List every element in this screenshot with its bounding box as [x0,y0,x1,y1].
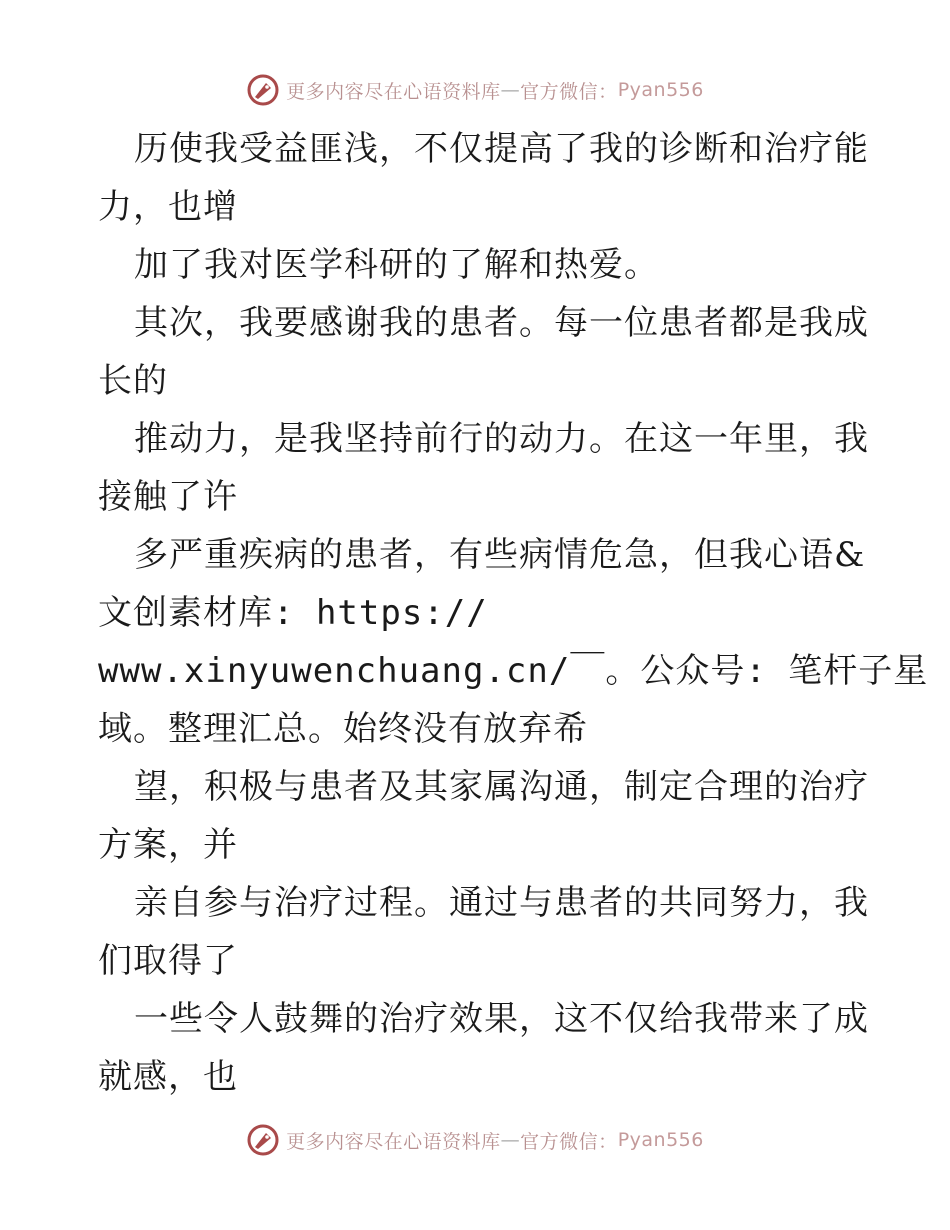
body-line: 力，也增 [98,187,238,227]
body-line: 长的 [98,361,168,401]
body-line: 望，积极与患者及其家属沟通，制定合理的治疗 [134,767,869,807]
body-line: 推动力，是我坚持前行的动力。在这一年里，我 [134,419,869,459]
body-line: 文创素材库: https:// [98,593,488,633]
footer-dash: — [500,1129,521,1151]
header-dash: — [500,79,521,101]
footer-wechat-id: Pyan556 [617,1129,704,1151]
body-line: 方案，并 [98,825,238,865]
body-line: 历使我受益匪浅，不仅提高了我的诊断和治疗能 [134,129,869,169]
body-line: 一些令人鼓舞的治疗效果，这不仅给我带来了成 [134,999,869,1039]
pen-nib-logo-icon [246,1123,280,1157]
body-line: 们取得了 [98,941,238,981]
body-line: 加了我对医学科研的了解和热爱。 [134,245,659,285]
footer-wechat-label: 官方微信： [520,1130,618,1153]
pen-nib-logo-icon [246,73,280,107]
body-line: 亲自参与治疗过程。通过与患者的共同努力，我 [134,883,869,923]
footer-text: 更多内容尽在心语资料库 [286,1130,501,1153]
header-wechat-id: Pyan556 [617,79,704,101]
body-line: 就感，也 [98,1057,238,1097]
body-line: 其次，我要感谢我的患者。每一位患者都是我成 [134,303,869,343]
body-line: 接触了许 [98,477,238,517]
header-wechat-label: 官方微信： [520,80,618,103]
footer-watermark [0,1118,950,1162]
header-text: 更多内容尽在心语资料库 [286,80,501,103]
body-line: 域。整理汇总。始终没有放弃希 [98,709,588,749]
body-line: 多严重疾病的患者，有些病情危急，但我心语& [134,535,866,575]
document-body [98,120,929,1106]
body-line: www.xinyuwenchuang.cn/￣。公众号: 笔杆子星 [98,651,929,691]
header-watermark [0,68,950,112]
